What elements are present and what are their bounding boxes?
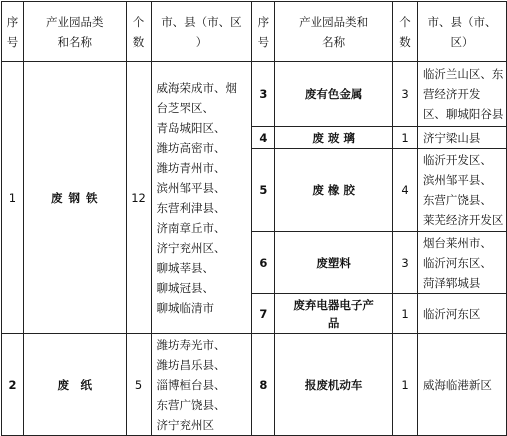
table-row xyxy=(2,334,507,436)
park-count: 4 xyxy=(393,149,418,232)
header-seq-right: 序 号 xyxy=(252,2,275,62)
region-list: 威海荣成市、烟 台芝罘区、 青岛城阳区、 潍坊高密市、 潍坊青州市、 滨州邹平县、 东营利津县、 济南章丘市、 济宁兖州区、 聊城莘县、 聊城冠县、 聊城临清市 xyxy=(151,62,252,334)
category-name: 废 钢 铁 xyxy=(23,62,126,334)
category-name: 废 纸 xyxy=(23,334,126,436)
category-name: 废塑料 xyxy=(275,232,393,294)
header-region: 市、县（市、区 ） xyxy=(151,2,252,62)
row-number: 3 xyxy=(252,62,275,127)
row-number: 7 xyxy=(252,294,275,334)
row-number: 8 xyxy=(252,334,275,436)
park-count: 12 xyxy=(126,62,151,334)
header-category-right: 产业园品类和 名称 xyxy=(275,2,393,62)
park-count: 1 xyxy=(393,334,418,436)
park-count: 3 xyxy=(393,62,418,127)
row-number: 6 xyxy=(252,232,275,294)
park-count: 1 xyxy=(393,127,418,149)
row-number: 5 xyxy=(252,149,275,232)
region-list: 临沂兰山区、东 营经济开发 区、聊城阳谷县 xyxy=(417,62,506,127)
header-category: 产业园品类 和名称 xyxy=(23,2,126,62)
row-number: 1 xyxy=(2,62,24,334)
region-list: 烟台莱州市、 临沂河东区、 菏泽郓城县 xyxy=(417,232,506,294)
category-name: 废弃电器电子产 品 xyxy=(275,294,393,334)
region-list: 临沂河东区 xyxy=(417,294,506,334)
category-name: 废 玻 璃 xyxy=(275,127,393,149)
region-list: 临沂开发区、 滨州邹平县、 东营广饶县、 莱芜经济开发区 xyxy=(417,149,506,232)
header-count: 个 数 xyxy=(126,2,151,62)
category-name: 废 橡 胶 xyxy=(275,149,393,232)
region-list: 威海临港新区 xyxy=(417,334,506,436)
table-row xyxy=(2,62,507,127)
region-list: 潍坊寿光市、 潍坊昌乐县、 淄博桓台县、 东营广饶县、 济宁兖州区 xyxy=(151,334,252,436)
header-count-right: 个 数 xyxy=(393,2,418,62)
park-count: 3 xyxy=(393,232,418,294)
header-seq: 序 号 xyxy=(2,2,24,62)
region-list: 济宁梁山县 xyxy=(417,127,506,149)
header-region-right: 市、县（市、区） xyxy=(417,2,506,62)
row-number: 2 xyxy=(2,334,24,436)
category-name: 废有色金属 xyxy=(275,62,393,127)
row-number: 4 xyxy=(252,127,275,149)
industrial-park-table xyxy=(1,1,507,436)
header-row xyxy=(2,2,507,62)
park-count: 1 xyxy=(393,294,418,334)
park-count: 5 xyxy=(126,334,151,436)
category-name: 报废机动车 xyxy=(275,334,393,436)
